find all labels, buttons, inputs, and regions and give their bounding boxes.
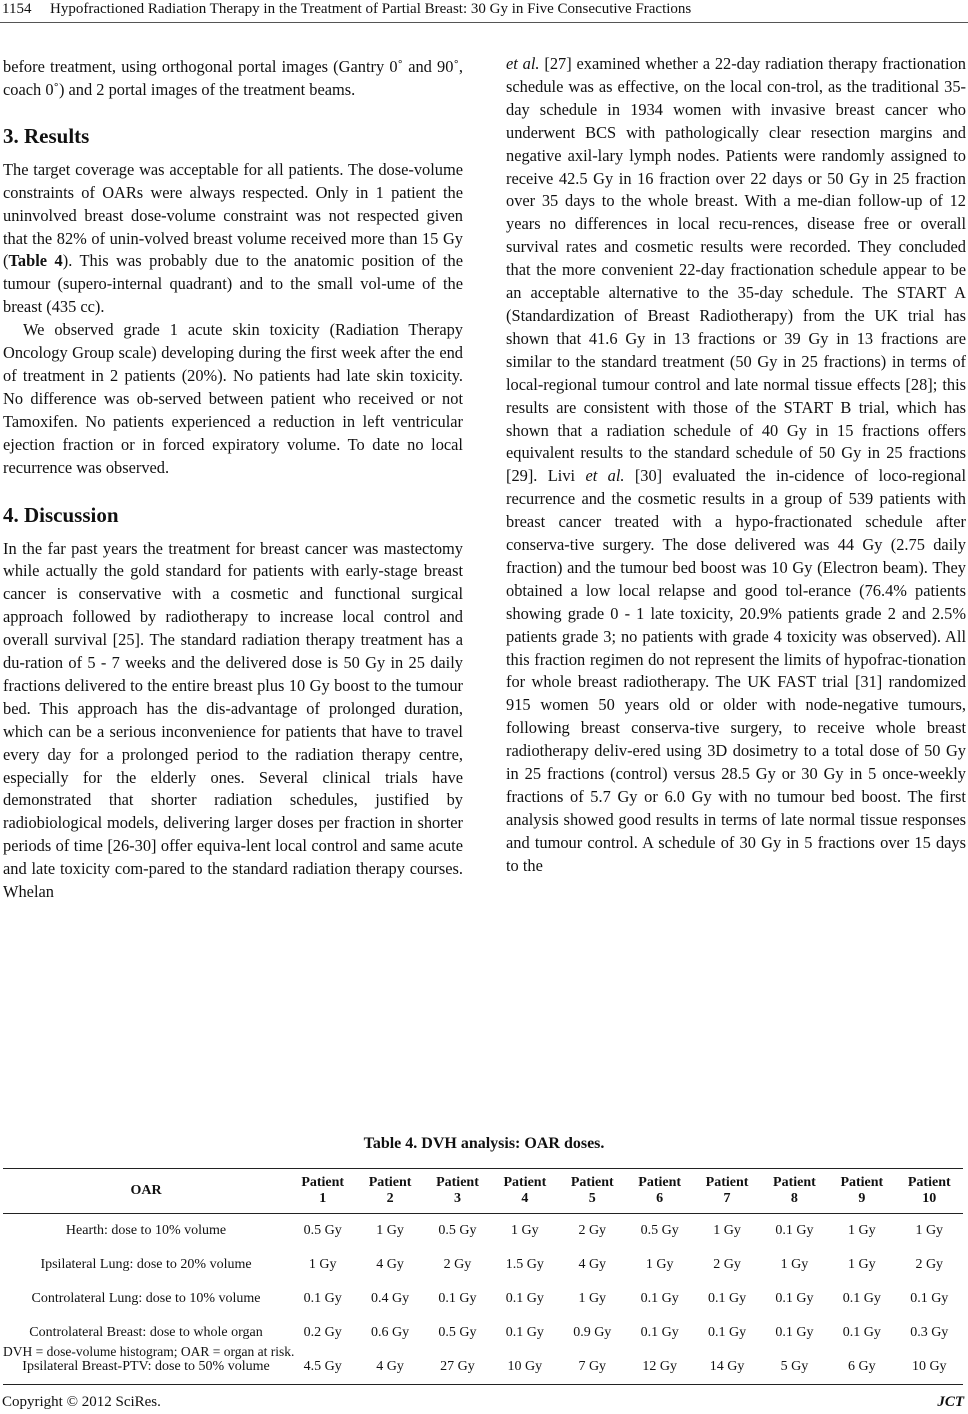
- dose-value-cell: 0.1 Gy: [842, 1325, 881, 1340]
- dose-value-cell: 0.1 Gy: [910, 1291, 949, 1306]
- oar-name-cell: Controlateral Breast: dose to whole organ: [29, 1325, 263, 1340]
- patient-header-word: Patient: [840, 1175, 884, 1190]
- results-paragraph-2: We observed grade 1 acute skin toxicity (Radiation Therapy Oncology Group scale) developing during the first week after the end of treatment in 2 patients (20%). No patients had late skin toxicity. No difference was ob-served between patient who received or not Tamoxifen. No patients experienced a reduction in left ventricular ejection fraction or in forced expiratory volume. To date no local recurrence was observed.: [3, 320, 463, 477]
- dose-value-cell: 4.5 Gy: [303, 1359, 342, 1374]
- header-divider: [0, 22, 968, 23]
- dose-value-cell: 6 Gy: [848, 1359, 876, 1374]
- page-footer: [2, 1394, 964, 1411]
- et-al-1: et al.: [506, 54, 540, 73]
- dose-value-cell: 0.3 Gy: [910, 1325, 949, 1340]
- patient-column-header: [424, 1169, 491, 1214]
- discussion-text-part-1: [27] examined whether a 22-day radiation therapy fractionation schedule was as effective, on the local con-trol, as the traditional 35-day schedule in 1934 women with invasive breast cancer who underwent BCS with pathologically clear resection margins and negative axil-lary lymph nodes. Patients were randomly assigned to receive 42.5 Gy in 16 fraction over 22 days or 50 Gy in 25 fraction over 35 days to the whole breast. With a me-dian follow-up of 12 years no differences in local recu-rences, disease free or overall survival rates and cosmetic results were recorded. They concluded that the more convenient 22-day fractionation schedule appear to be an acceptable alternative to the 35-day schedule. The START A (Standardization of Breast Radiotherapy) from the UK trial has shown that 41.6 Gy in 13 fractions or 39 Gy in 13 fractions are similar to the standard treatment (50 Gy in 25 fractions) in terms of local-regional tumour control and late normal tissue effects [28]; this results are consistent with those of the START B trial, which has shown that a radiation schedule of 40 Gy in 15 fractions offers equivalent results to the standard schedule of 50 Gy in 25 fractions [29]. Livi: [506, 54, 966, 486]
- et-al-2: et al.: [585, 466, 625, 486]
- patient-header-number: 1: [319, 1191, 327, 1206]
- dose-value-cell: 2 Gy: [443, 1257, 472, 1272]
- dose-value-cell: 27 Gy: [440, 1359, 475, 1374]
- patient-column-header: [828, 1169, 895, 1214]
- discussion-paragraph-1: In the far past years the treatment for breast cancer was mastectomy while actually the gold standard for patients with early-stage breast cancer is conservative with a cosmetic and functional surgical approach followed by radiotherapy to increase local control and overall survival [25]. The standard radiation therapy treatment has a du-ration of 5 - 7 weeks and the delivered dose is 50 Gy in 25 daily fractions delivered to the entire breast plus 10 Gy boost to the tumour bed. This approach has the dis-advantage of prolonged duration, which can be a serious inconvenience for patients that have to travel every day for a prolonged period to the radiation therapy centre, especially for the elderly ones. Several clinical trials have demonstrated that shorter radiation schedules, justified by radiobiological models, delivering larger doses per fraction in shorter periods of time [26-30] offer equiva-lent local control and same acute and late toxicity com-pared to the standard radiation therapy courses. Whelan: [3, 538, 463, 902]
- dose-value-cell: 0.1 Gy: [505, 1291, 544, 1306]
- results-heading: 3. Results: [3, 123, 90, 148]
- dose-value-cell: 0.1 Gy: [775, 1223, 814, 1238]
- dose-value-cell: 4 Gy: [376, 1359, 404, 1374]
- patient-header-number: 7: [723, 1191, 731, 1206]
- patient-column-header: [896, 1169, 963, 1214]
- table-caption: Table 4. DVH analysis: OAR doses.: [363, 1135, 605, 1152]
- results-text-before: The target coverage was acceptable for all patients. The dose-volume constraints of OARs were always respected. Only in 1 patient the uninvolved breast dose-volume constraint was not respected given that the 82% of unin-volved breast volume received more than 15 Gy (: [3, 159, 463, 271]
- left-column: [3, 56, 463, 904]
- dose-value-cell: 0.1 Gy: [707, 1291, 747, 1306]
- patient-header-word: Patient: [907, 1175, 951, 1190]
- dose-value-cell: 0.1 Gy: [303, 1291, 342, 1306]
- dose-value-cell: 1 Gy: [511, 1223, 539, 1238]
- discussion-paragraph-2: [506, 53, 966, 878]
- patient-column-header: [559, 1169, 626, 1214]
- dose-value-cell: 0.1 Gy: [707, 1325, 747, 1340]
- dose-value-cell: 1.5 Gy: [505, 1257, 544, 1272]
- dose-value-cell: 0.5 Gy: [640, 1223, 679, 1238]
- dose-value-cell: 0.2 Gy: [303, 1325, 342, 1340]
- copyright-text: Copyright © 2012 SciRes.: [2, 1394, 161, 1410]
- page-number: 1154: [2, 1, 32, 17]
- dose-value-cell: 4 Gy: [578, 1257, 607, 1272]
- patient-header-number: 6: [656, 1191, 664, 1206]
- dose-value-cell: 0.1 Gy: [505, 1325, 544, 1340]
- patient-header-number: 3: [453, 1191, 461, 1206]
- table-row: [3, 1282, 963, 1316]
- running-title: Hypofractioned Radiation Therapy in the Treatment of Partial Breast: 30 Gy in Five Consecutive Fractions: [50, 1, 692, 17]
- patient-header-word: Patient: [705, 1175, 749, 1190]
- dose-value-cell: 0.1 Gy: [438, 1291, 477, 1306]
- oar-name-cell: Hearth: dose to 10% volume: [65, 1223, 227, 1238]
- dose-value-cell: 5 Gy: [780, 1359, 809, 1374]
- dose-value-cell: 1 Gy: [848, 1223, 876, 1238]
- running-header: [2, 0, 962, 18]
- patient-header-word: Patient: [638, 1175, 682, 1190]
- patient-column-header: [356, 1169, 423, 1214]
- patient-header-number: 8: [790, 1191, 798, 1206]
- journal-abbreviation: JCT: [937, 1394, 964, 1410]
- right-column: [506, 53, 966, 878]
- patient-header-number: 10: [922, 1191, 937, 1206]
- patient-column-header: [693, 1169, 760, 1214]
- patient-header-word: Patient: [436, 1175, 479, 1190]
- dose-value-cell: 2 Gy: [915, 1257, 944, 1272]
- dose-value-cell: 0.5 Gy: [438, 1223, 477, 1238]
- dose-value-cell: 2 Gy: [578, 1223, 607, 1238]
- patient-header-word: Patient: [301, 1175, 345, 1190]
- dose-value-cell: 0.1 Gy: [775, 1325, 814, 1340]
- dose-value-cell: 10 Gy: [911, 1359, 947, 1374]
- dose-value-cell: 0.6 Gy: [371, 1325, 410, 1340]
- results-paragraph-1: [3, 159, 463, 319]
- dose-value-cell: 1 Gy: [713, 1223, 741, 1238]
- patient-header-word: Patient: [570, 1175, 614, 1190]
- dose-value-cell: 0.1 Gy: [775, 1291, 814, 1306]
- oar-name-cell: Controlateral Lung: dose to 10% volume: [31, 1291, 261, 1306]
- patient-header-number: 9: [858, 1191, 866, 1206]
- results-text-after: ). This was probably due to the anatomic position of the tumour (supero-internal quadrant) and to the small vol-ume of the breast (435 cc).: [3, 251, 463, 317]
- dose-value-cell: 0.4 Gy: [371, 1291, 410, 1306]
- table-reference: Table 4: [8, 251, 63, 271]
- oar-name-cell: Ipsilateral Lung: dose to 20% volume: [40, 1257, 252, 1272]
- discussion-text-part-2: [30] evaluated the in-cidence of loco-regional recurrence and the cosmetic results in a group of 539 patients with breast cancer treated with a hypo-fractionated schedule after conserva-tive surgery. The dose delivered was 44 Gy (2.75 daily fraction) and the tumour bed boost was 10 Gy (Electron beam). They obtained a low local relapse and good tol-erance (76.4% patients showing grade 0 - 1 late toxicity, 20.9% patients grade 2 and 2.5% patients grade 3; no patients with grade 4 toxicity was observed). All this fraction regimen do not represent the limits of hypofrac-tionation for whole breast radiotherapy. The UK FAST trial [31] randomized 915 women 50 years old or older with node-negative tumours, following breast conserva-tive surgery, to receive whole breast radiotherapy deliv-ered using 3D dosimetry to a total dose of 50 Gy in 25 fractions (control) versus 28.5 Gy or 30 Gy in 5 once-weekly fractions of 5.7 Gy or 6.0 Gy with no tumour bed boost. The first analysis showed good results in terms of late normal tissue responses and tumour control. A schedule of 30 Gy in 5 fractions over 15 days to the: [506, 466, 966, 875]
- patient-header-word: Patient: [503, 1175, 547, 1190]
- dose-value-cell: 10 Gy: [507, 1359, 543, 1374]
- dose-value-cell: 12 Gy: [642, 1359, 677, 1374]
- discussion-heading: 4. Discussion: [3, 502, 119, 527]
- dose-value-cell: 0.1 Gy: [842, 1291, 881, 1306]
- dose-value-cell: 0.1 Gy: [640, 1291, 679, 1306]
- dose-value-cell: 1 Gy: [848, 1257, 876, 1272]
- table-row: [3, 1214, 963, 1249]
- patient-header-word: Patient: [773, 1175, 816, 1190]
- patient-column-header: [626, 1169, 693, 1214]
- table-footnote: DVH = dose-volume histogram; OAR = organ at risk.: [3, 1344, 295, 1359]
- table-header-row: [3, 1169, 963, 1214]
- patient-column-header: [761, 1169, 828, 1214]
- dose-value-cell: 0.1 Gy: [640, 1325, 679, 1340]
- patient-header-number: 2: [386, 1191, 394, 1206]
- oar-name-cell: Ipsilateral Breast-PTV: dose to 50% volume: [22, 1359, 270, 1374]
- dose-value-cell: 0.9 Gy: [573, 1325, 612, 1340]
- patient-header-word: Patient: [368, 1175, 412, 1190]
- table-row: [3, 1248, 963, 1282]
- dose-value-cell: 0.5 Gy: [303, 1223, 342, 1238]
- dose-value-cell: 1 Gy: [376, 1223, 404, 1238]
- dose-value-cell: 1 Gy: [578, 1291, 607, 1306]
- dose-value-cell: 4 Gy: [376, 1257, 404, 1272]
- dose-value-cell: 7 Gy: [578, 1359, 607, 1374]
- patient-column-header: [289, 1169, 356, 1214]
- oar-column-header: OAR: [130, 1183, 162, 1198]
- intro-paragraph: before treatment, using orthogonal portal images (Gantry 0˚ and 90˚, coach 0˚) and 2 portal images of the treatment beams.: [3, 57, 463, 99]
- patient-header-number: 4: [521, 1191, 529, 1206]
- patient-column-header: [491, 1169, 558, 1214]
- dose-value-cell: 1 Gy: [915, 1223, 944, 1238]
- dose-value-cell: 1 Gy: [780, 1257, 809, 1272]
- dose-value-cell: 1 Gy: [645, 1257, 674, 1272]
- dose-value-cell: 0.5 Gy: [438, 1325, 477, 1340]
- patient-header-number: 5: [588, 1191, 596, 1206]
- dose-value-cell: 1 Gy: [308, 1257, 337, 1272]
- dose-value-cell: 2 Gy: [713, 1257, 741, 1272]
- dose-value-cell: 14 Gy: [709, 1359, 745, 1374]
